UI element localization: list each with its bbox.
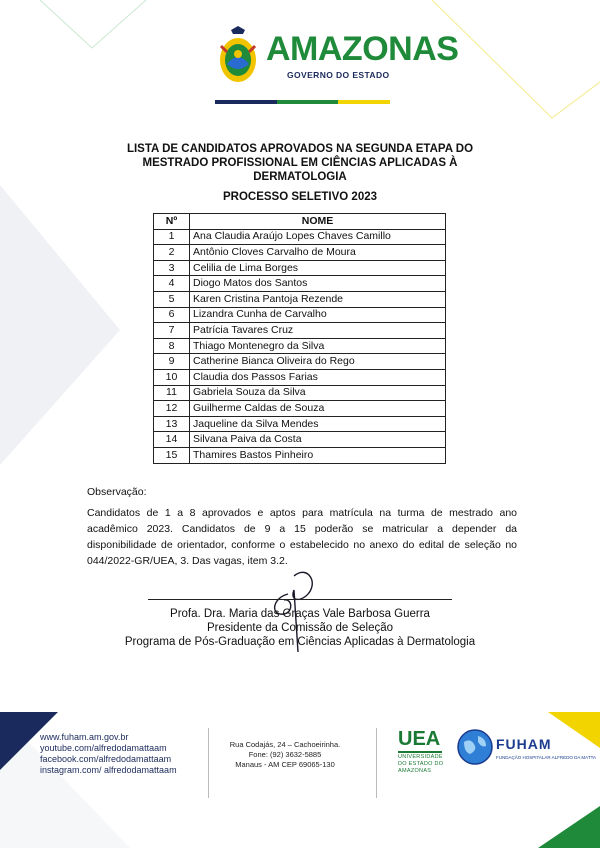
row-number: 7 [154,323,190,339]
table-row [154,385,446,401]
column-header-name: NOME [190,214,446,230]
row-name: Ana Claudia Araújo Lopes Chaves Camillo [190,229,446,245]
row-name: Lizandra Cunha de Carvalho [190,307,446,323]
table-row [154,354,446,370]
row-number: 12 [154,401,190,417]
row-number: 4 [154,276,190,292]
row-name: Celilia de Lima Borges [190,260,446,276]
footer-address-street: Rua Codajás, 24 – Cachoeirinha. [229,740,341,749]
column-header-number: Nº [154,214,190,230]
table-row [154,323,446,339]
row-name: Claudia dos Passos Farias [190,369,446,385]
footer-link-facebook[interactable]: facebook.com/alfredodamattaam [40,754,172,764]
row-number: 11 [154,385,190,401]
footer-address-city: Manaus - AM CEP 69065-130 [235,760,335,769]
document-title-line: MESTRADO PROFISSIONAL EM CIÊNCIAS APLICADAS À [142,157,458,169]
table-row [154,229,446,245]
row-number: 13 [154,416,190,432]
row-name: Patrícia Tavares Cruz [190,323,446,339]
uea-logo-sub-line: DO ESTADO DO [398,761,444,767]
row-number: 6 [154,307,190,323]
table-row [154,401,446,417]
document-subtitle: PROCESSO SELETIVO 2023 [222,191,378,203]
header-logo-subtitle: GOVERNO DO ESTADO [287,70,390,80]
table-row [154,245,446,261]
row-number: 9 [154,354,190,370]
row-number: 15 [154,447,190,463]
signatory-program: Programa de Pós-Graduação em Ciências Aplicadas à Dermatologia [124,636,476,648]
footer-link-instagram[interactable]: instagram.com/ alfredodamattaam [40,765,177,775]
table-row [154,369,446,385]
row-number: 8 [154,338,190,354]
fuham-logo-text: FUHAM [496,736,552,752]
document-title-line: LISTA DE CANDIDATOS APROVADOS NA SEGUNDA ETAPA DO [126,143,474,155]
header-bar-navy [215,100,277,104]
header-bar-green [277,100,338,104]
state-coat-of-arms-icon [213,24,263,88]
uea-logo-sub-line: UNIVERSIDADE [398,754,443,760]
uea-logo-text: UEA [398,728,441,750]
row-name: Antônio Cloves Carvalho de Moura [190,245,446,261]
signatory-name: Profa. Dra. Maria das Graças Vale Barbosa Guerra [170,608,430,620]
row-name: Gabriela Souza da Silva [190,385,446,401]
observation-text: Candidatos de 1 a 8 aprovados e aptos para matrícula na turma de mestrado ano acadêmico 2023. Candidatos de 9 a 15 poderão se matricular a depender da disponibilidade de orientador, conforme o estabelecido no anexo do edital de seleção no 044/2022-GR/UEA, 3. Das vagas, item 3.2. [87,507,517,567]
uea-logo-sub-line: AMAZONAS [398,768,432,774]
footer-address-phone: Fone: (92) 3632-5885 [248,750,322,759]
table-row [154,276,446,292]
fuham-logo-subtitle: FUNDAÇÃO HOSPITALAR ALFREDO DA MATTA [496,755,597,760]
table-header-row [154,214,446,230]
row-name: Jaqueline da Silva Mendes [190,416,446,432]
table-row [154,447,446,463]
table-row [154,338,446,354]
table-row [154,307,446,323]
row-number: 3 [154,260,190,276]
header-logo-title: AMAZONAS [266,30,459,68]
footer-link-website[interactable]: www.fuham.am.gov.br [40,732,129,742]
observation-label: Observação: [87,486,147,498]
footer-divider [376,728,377,798]
row-name: Thamires Bastos Pinheiro [190,447,446,463]
row-number: 14 [154,432,190,448]
table-row [154,291,446,307]
row-name: Catherine Bianca Oliveira do Rego [190,354,446,370]
table-row [154,416,446,432]
footer-link-youtube[interactable]: youtube.com/alfredodamattaam [40,743,167,753]
document-title [100,142,500,184]
row-name: Guilherme Caldas de Souza [190,401,446,417]
header-bar-yellow [338,100,390,104]
uea-logo-underline [398,751,442,753]
row-number: 5 [154,291,190,307]
signature-line [148,599,452,600]
table-row [154,260,446,276]
signatory-role: Presidente da Comissão de Seleção [206,622,394,634]
row-number: 2 [154,245,190,261]
row-name: Silvana Paiva da Costa [190,432,446,448]
candidates-table [153,213,446,464]
row-name: Thiago Montenegro da Silva [190,338,446,354]
row-number: 1 [154,229,190,245]
row-name: Diogo Matos dos Santos [190,276,446,292]
row-number: 10 [154,369,190,385]
fuham-globe-icon [456,728,494,766]
document-title-line: DERMATOLOGIA [253,171,347,183]
row-name: Karen Cristina Pantoja Rezende [190,291,446,307]
table-row [154,432,446,448]
